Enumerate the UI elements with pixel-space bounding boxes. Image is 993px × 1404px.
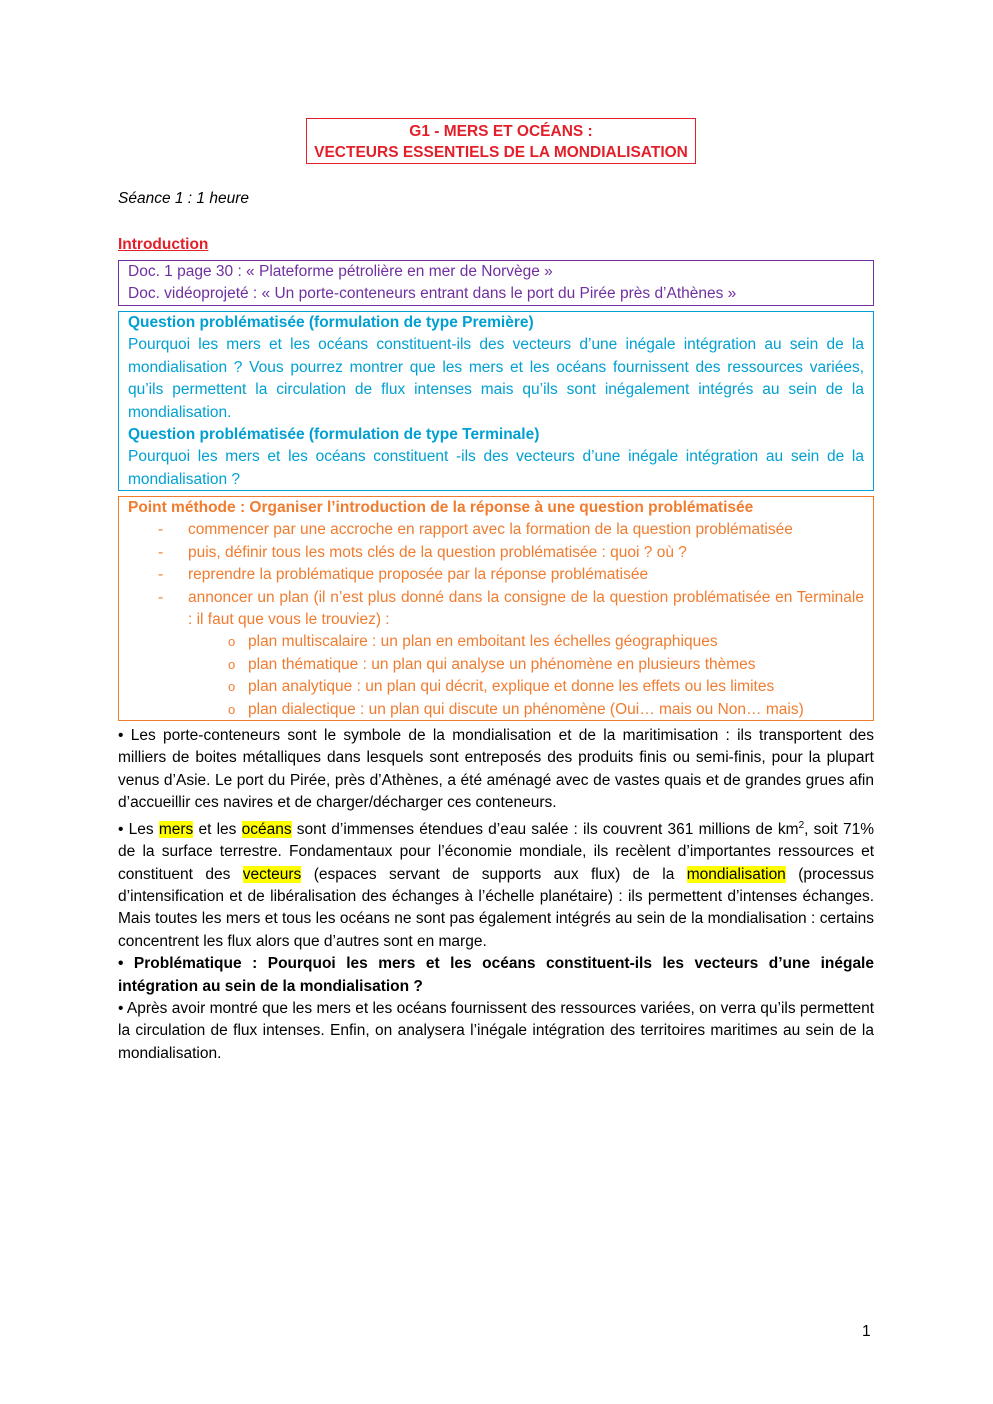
sub-list-item: o plan analytique : un plan qui décrit, explique et donne les effets ou les limites — [128, 676, 864, 698]
list-item: - reprendre la problématique proposée par la réponse problématisée — [128, 564, 864, 586]
title-line-2: VECTEURS ESSENTIELS DE LA MONDIALISATION — [314, 144, 688, 161]
list-item: - annoncer un plan (il n’est plus donné dans la consigne de la question problématisée en Terminale : il faut que vous le trouviez) : — [128, 587, 864, 632]
seance-label: Séance 1 : 1 heure — [118, 190, 249, 207]
methode-box — [118, 496, 874, 721]
documents-box — [118, 260, 874, 306]
question-premiere-text: Pourquoi les mers et les océans constituent-ils des vecteurs d’une inégale intégration au sein de la mondialisation ? Vous pourrez montrer que les mers et les océans fournissent des ressources variées, qu’ils permettent la circulation de flux intenses mais qu’ils sont inégalement intégrés au sein de la mondialisation. — [128, 336, 864, 421]
dash-bullet: - — [158, 521, 164, 539]
list-item: - commencer par une accroche en rapport avec la formation de la question problématisée — [128, 519, 864, 541]
paragraph-problematique: • Problématique : Pourquoi les mers et les océans constituent-ils les vecteurs d’une inégale intégration au sein de la mondialisation ? — [118, 955, 874, 995]
title-line-1: G1 - MERS ET OCÉANS : — [409, 123, 593, 140]
superscript: 2 — [798, 819, 805, 831]
circle-bullet: o — [228, 679, 236, 695]
dash-bullet: - — [158, 543, 164, 561]
sub-list-item: o plan dialectique : un plan qui discute un phénomène (Oui… mais ou Non… mais) — [128, 699, 864, 721]
question-premiere-heading: Question problématisée (formulation de type Première) — [128, 314, 534, 331]
dash-bullet: - — [158, 566, 164, 584]
question-terminale-text: Pourquoi les mers et les océans constituent -ils des vecteurs d’une inégale intégration au sein de la mondialisation ? — [128, 448, 864, 488]
circle-bullet: o — [228, 656, 236, 672]
doc-line-2: Doc. vidéoprojeté : « Un porte-conteneurs entrant dans le port du Pirée près d’Athènes » — [128, 285, 737, 303]
sub-list-item: o plan multiscalaire : un plan en emboitant les échelles géographiques — [128, 631, 864, 653]
doc-line-1: Doc. 1 page 30 : « Plateforme pétrolière en mer de Norvège » — [128, 263, 553, 280]
highlight-mers: mers — [158, 820, 194, 838]
introduction-heading: Introduction — [118, 236, 209, 253]
sub-list-item: o plan thématique : un plan qui analyse un phénomène en plusieurs thèmes — [128, 654, 864, 676]
page-number: 1 — [862, 1323, 871, 1340]
highlight-vecteurs: vecteurs — [242, 865, 302, 883]
highlight-oceans: océans — [241, 820, 292, 838]
introduction-body — [118, 725, 874, 1065]
circle-bullet: o — [228, 634, 236, 650]
question-terminale-heading: Question problématisée (formulation de type Terminale) — [128, 426, 540, 444]
title-box — [306, 118, 696, 164]
methode-heading: Point méthode : Organiser l’introduction de la réponse à une question problématisée — [128, 499, 754, 516]
list-item: - puis, définir tous les mots clés de la question problématisée : quoi ? où ? — [128, 542, 864, 564]
paragraph-definitions: • Les mers et les océans sont d’immenses étendues d’eau salée : ils couvrent 361 millions de $km^2$, soit 71% de la surface terrestre. Fondamentaux pour l’économie mondiale, ils recèlent d’importantes ressources et constituent des vecteurs (espaces servant de supports aux flux) de la mondialisation (processus d’intensification et de libéralisation des échanges à l’échelle planétaire) : ils permettent d’intenses échanges. Mais toutes les mers et tous les océans ne sont pas également intégrés au sein de la mondialisation : certains concentrent les flux alors que d’autres sont en marge. — [118, 819, 875, 950]
dash-bullet: - — [158, 588, 164, 606]
highlight-mondialisation: mondialisation — [686, 865, 786, 883]
paragraph-plan: • Après avoir montré que les mers et les océans fournissent des ressources variées, on verra qu’ils permettent la circulation de flux intenses. Enfin, on analysera l’inégale intégration des territoires maritimes au sein de la mondialisation. — [118, 1000, 874, 1062]
paragraph-porte-conteneurs: • Les porte-conteneurs sont le symbole de la mondialisation et de la maritimisation : ils transportent des milliers de boites métalliques dans lesquels sont entreposés des produits finis ou semi-finis, pour la plupart venus d’Asie. Le port du Pirée, près d’Athènes, a été aménagé avec de vastes quais et de grandes grues afin d’accueillir ces navires et de charger/décharger ces conteneurs. — [118, 727, 874, 812]
questions-box — [118, 311, 874, 491]
circle-bullet: o — [228, 701, 236, 717]
